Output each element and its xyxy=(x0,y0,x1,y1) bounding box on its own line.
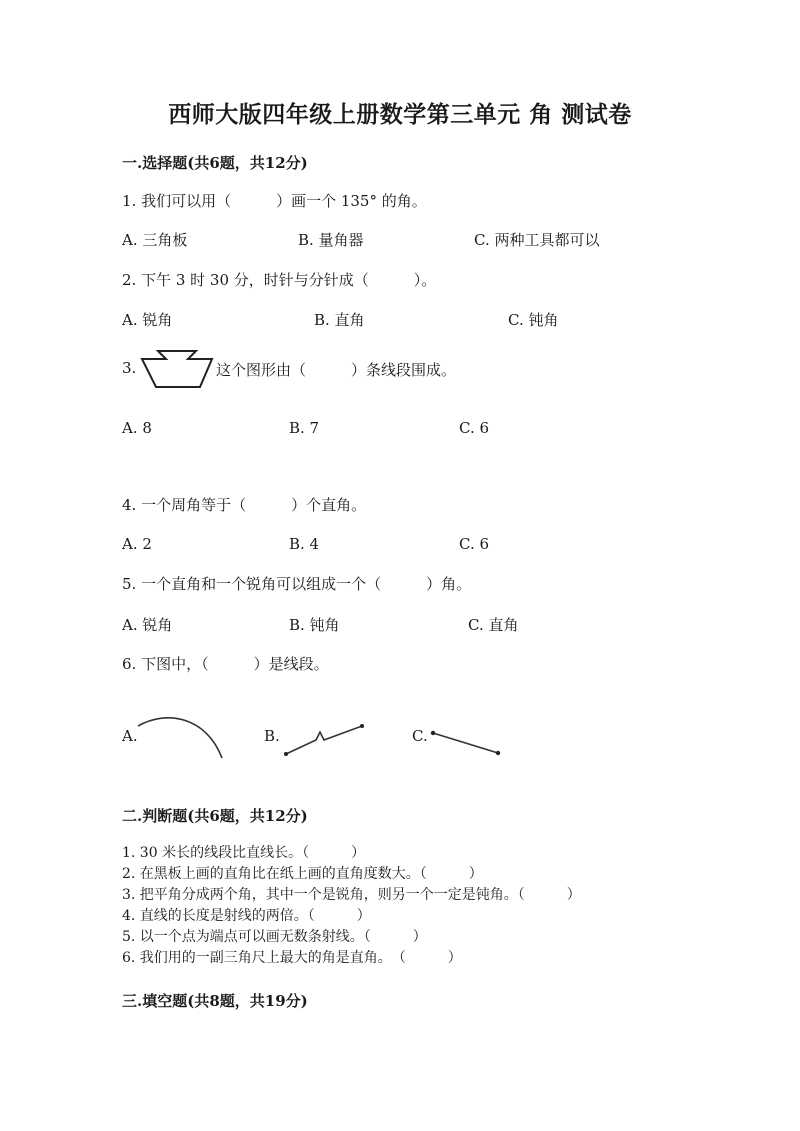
question-6-option-b: B. xyxy=(264,727,280,745)
question-6: 6. 下图中，（ ）是线段。 xyxy=(122,655,329,673)
question-4-option-c: C. 6 xyxy=(459,535,490,553)
section-heading-fill-blank: 三.填空题(共8题，共19分) xyxy=(122,992,308,1010)
question-3-option-c: C. 6 xyxy=(459,419,490,437)
question-3-number: 3. xyxy=(122,359,137,377)
section-heading-true-false: 二.判断题(共6题，共12分) xyxy=(122,807,308,825)
question-2-option-b: B. 直角 xyxy=(314,311,365,329)
line-segment-figure xyxy=(428,728,504,758)
question-3-option-a: A. 8 xyxy=(122,419,152,437)
question-5-option-b: B. 钝角 xyxy=(289,616,340,634)
question-3: 这个图形由（ ）条线段围成。 xyxy=(216,361,457,379)
question-1: 1. 我们可以用（ ）画一个 135° 的角。 xyxy=(122,192,427,210)
true-false-item-2: 2. 在黑板上画的直角比在纸上画的直角度数大。（ ） xyxy=(122,866,483,882)
polygon-figure xyxy=(140,349,214,391)
page-title: 西师大版四年级上册数学第三单元 角 测试卷 xyxy=(168,101,632,128)
question-2-option-c: C. 钝角 xyxy=(508,311,559,329)
true-false-item-3: 3. 把平角分成两个角，其中一个是锐角，则另一个一定是钝角。（ ） xyxy=(122,887,581,903)
question-1-option-b: B. 量角器 xyxy=(298,231,364,249)
question-1-option-c: C. 两种工具都可以 xyxy=(474,231,600,249)
true-false-item-5: 5. 以一个点为端点可以画无数条射线。（ ） xyxy=(122,929,427,945)
question-5: 5. 一个直角和一个锐角可以组成一个（ ）角。 xyxy=(122,575,472,593)
question-3-option-b: B. 7 xyxy=(289,419,320,437)
question-1-option-a: A. 三角板 xyxy=(122,231,188,249)
question-6-option-c: C. xyxy=(412,727,428,745)
true-false-item-6: 6. 我们用的一副三角尺上最大的角是直角。 （ ） xyxy=(122,950,462,966)
question-2: 2. 下午 3 时 30 分，时针与分针成（ ）。 xyxy=(122,271,437,289)
question-2-option-a: A. 锐角 xyxy=(122,311,173,329)
broken-line-figure xyxy=(282,722,366,758)
question-6-option-a: A. xyxy=(122,727,138,745)
question-4-option-a: A. 2 xyxy=(122,535,152,553)
question-5-option-a: A. 锐角 xyxy=(122,616,173,634)
true-false-item-4: 4. 直线的长度是射线的两倍。（ ） xyxy=(122,908,371,924)
curve-figure xyxy=(136,710,226,762)
question-4-option-b: B. 4 xyxy=(289,535,320,553)
true-false-item-1: 1. 30 米长的线段比直线长。（ ） xyxy=(122,845,366,861)
section-heading-choice: 一.选择题(共6题，共12分) xyxy=(122,154,308,172)
question-5-option-c: C. 直角 xyxy=(468,616,519,634)
question-4: 4. 一个周角等于（ ）个直角。 xyxy=(122,496,367,514)
